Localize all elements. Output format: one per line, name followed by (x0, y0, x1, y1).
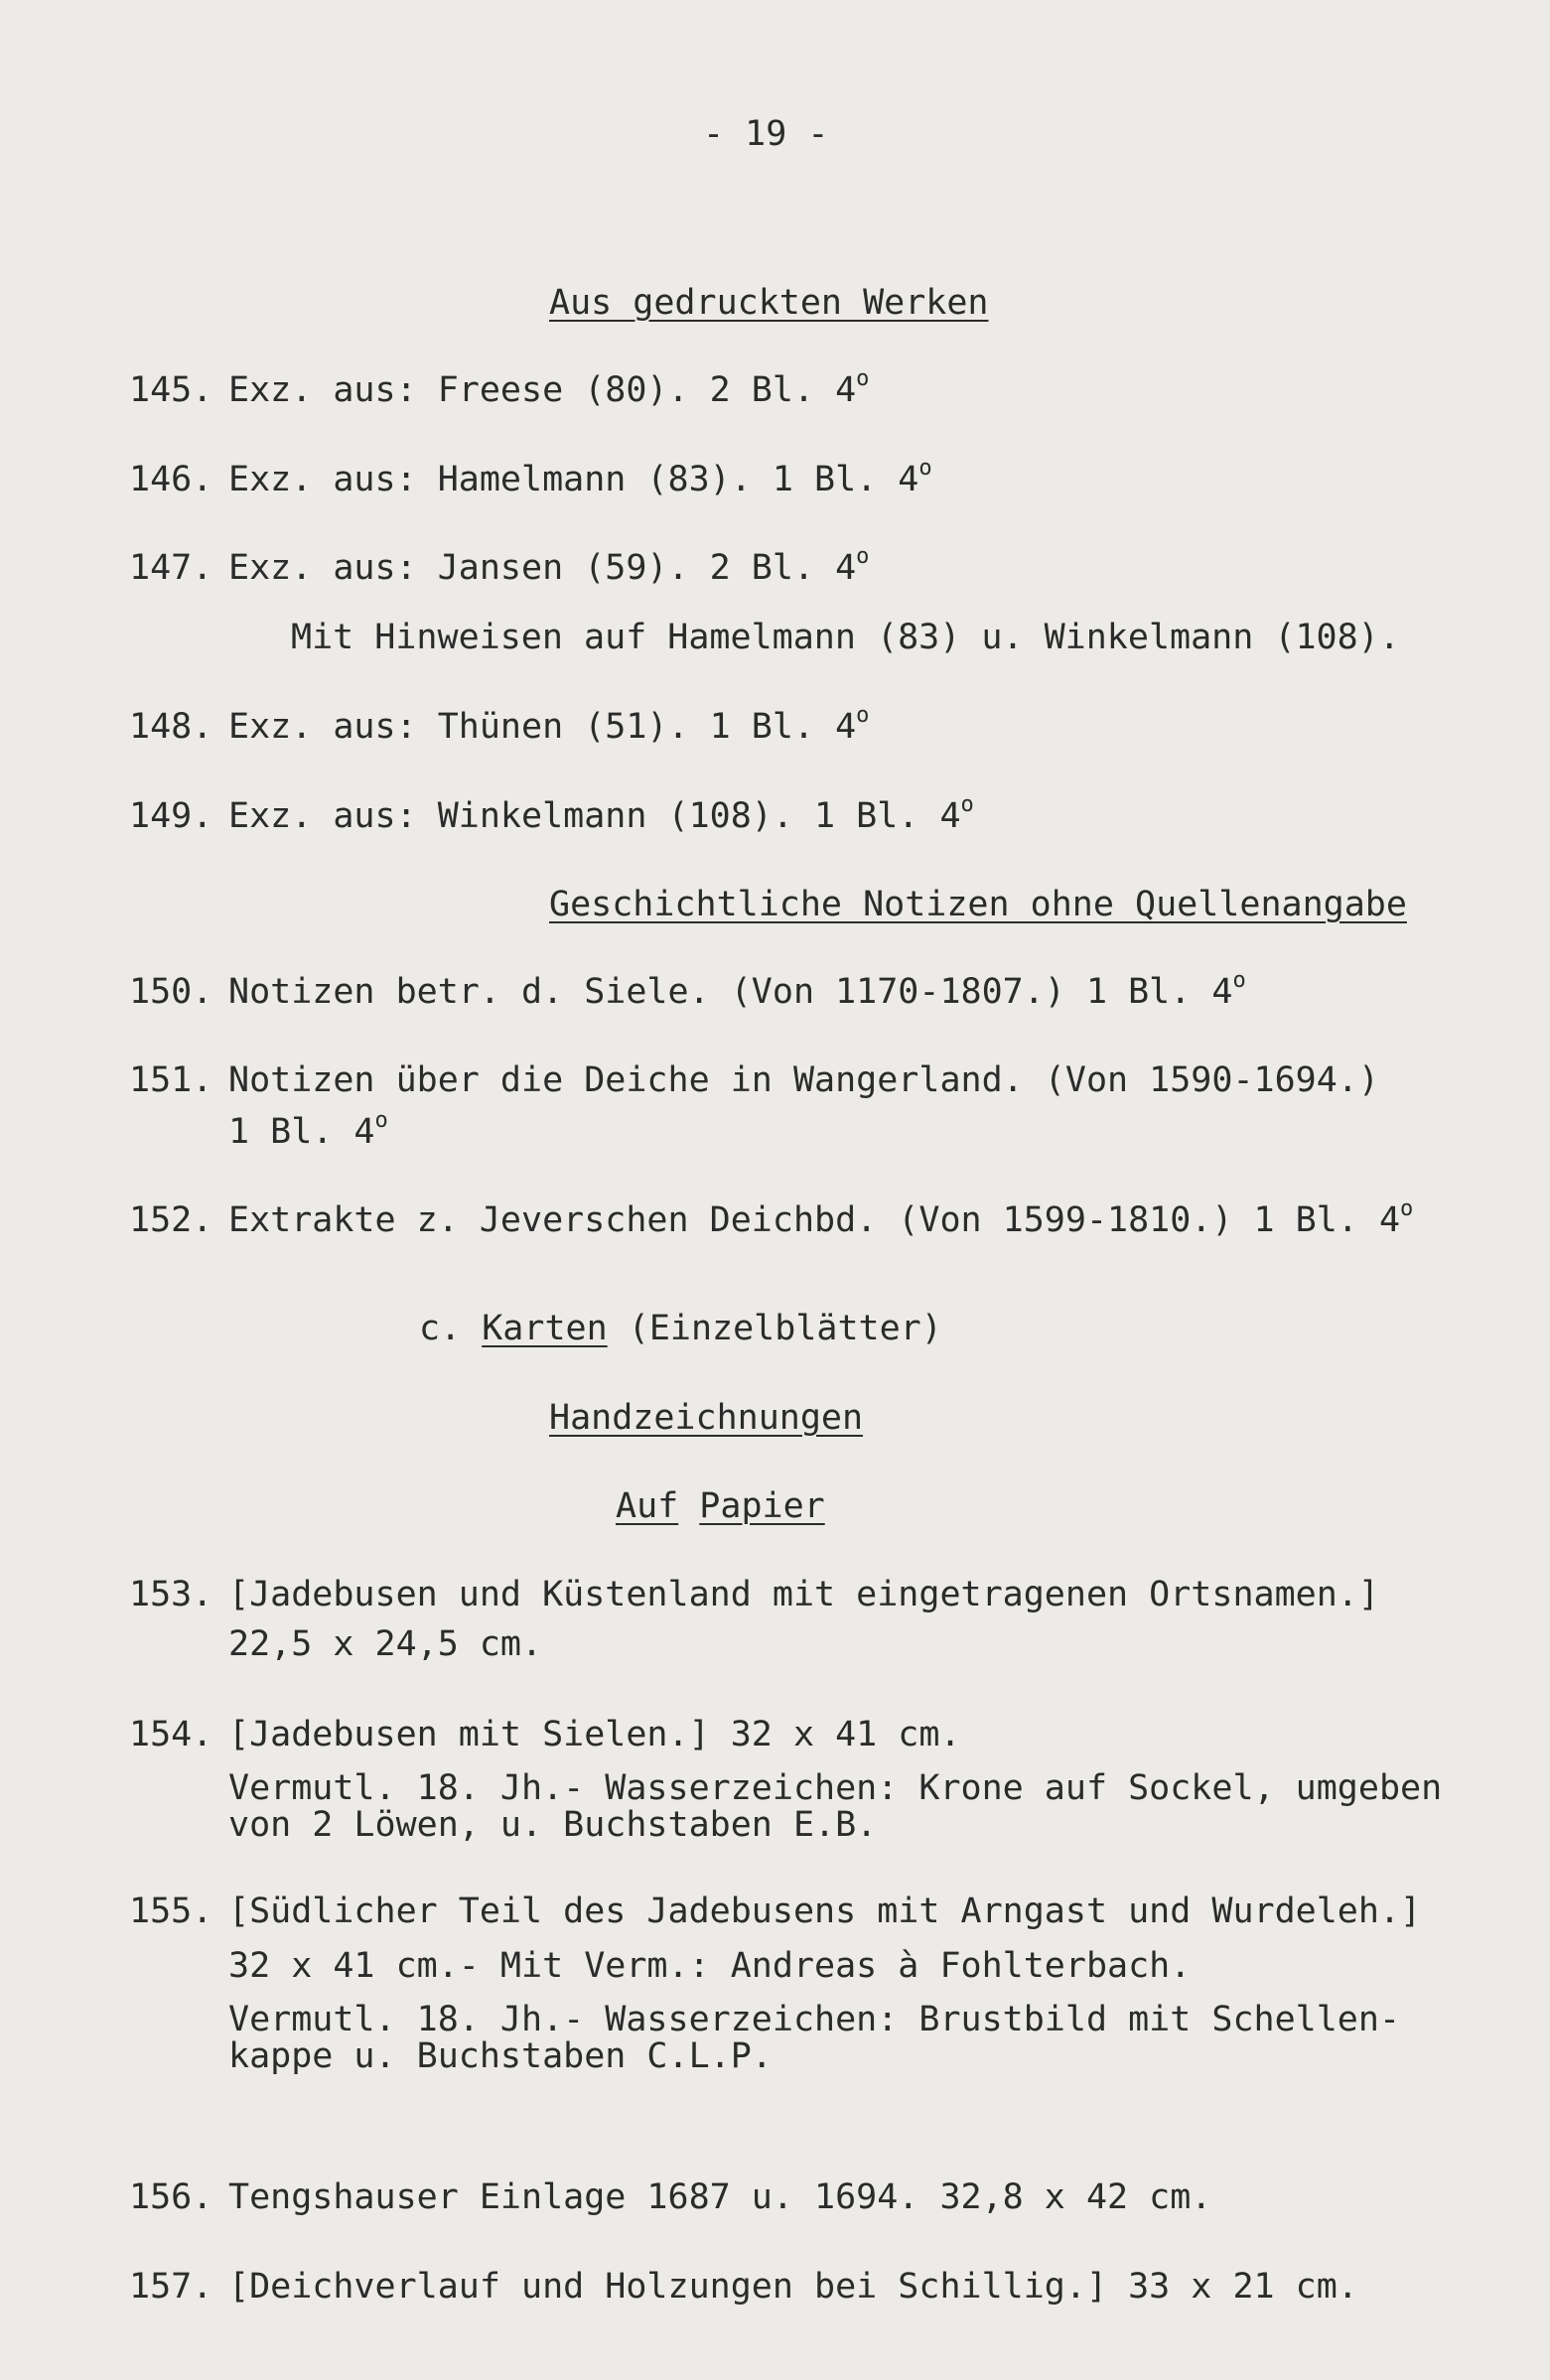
entry-number: 156. (129, 2177, 213, 2217)
entry-number: 157. (129, 2267, 213, 2307)
entry-text-continued: 32 x 41 cm.- Mit Verm.: Andreas à Fohlterbach. (228, 1946, 1192, 1986)
section-heading-printed-works: Aus gedruckten Werken (549, 283, 989, 323)
section-heading-maps: c. Karten (Einzelblätter) (419, 1309, 942, 1348)
entry-text: Exz. aus: Freese (80). 2 Bl. 4$^o$ (228, 366, 870, 410)
entry-number: 154. (129, 1715, 213, 1754)
entry-number: 148. (129, 707, 213, 747)
entry-number: 155. (129, 1891, 213, 1931)
entry-number: 147. (129, 548, 213, 588)
section-heading-historical-notes: Geschichtliche Notizen ohne Quellenangabe (549, 885, 1407, 924)
entry-note: Vermutl. 18. Jh.- Wasserzeichen: Krone auf Sockel, umgeben (228, 1768, 1443, 1808)
entry-text: Notizen über die Deiche in Wangerland. (Von 1590-1694.) (228, 1060, 1379, 1100)
entry-text: Exz. aus: Winkelmann (108). 1 Bl. 4$^o$ (228, 792, 974, 836)
entry-note: von 2 Löwen, u. Buchstaben E.B. (228, 1805, 878, 1845)
entry-number: 153. (129, 1575, 213, 1614)
entry-number: 150. (129, 972, 213, 1012)
entry-text: Extrakte z. Jeverschen Deichbd. (Von 1599-1810.) 1 Bl. 4$^o$ (228, 1196, 1414, 1240)
entry-note: kappe u. Buchstaben C.L.P. (228, 2036, 773, 2076)
entry-number: 146. (129, 460, 213, 499)
entry-note: Mit Hinweisen auf Hamelmann (83) u. Winkelmann (108). (291, 618, 1400, 657)
entry-number: 145. (129, 370, 213, 410)
entry-text: Exz. aus: Thünen (51). 1 Bl. 4$^o$ (228, 703, 870, 747)
entry-text: Tengshauser Einlage 1687 u. 1694. 32,8 x 42 cm. (228, 2177, 1212, 2217)
entry-text: [Jadebusen mit Sielen.] 32 x 41 cm. (228, 1715, 961, 1754)
section-heading-on-paper: Auf Papier (616, 1486, 825, 1526)
entry-note: Vermutl. 18. Jh.- Wasserzeichen: Brustbild mit Schellen- (228, 2000, 1401, 2039)
page-number: - 19 - (703, 114, 829, 154)
section-heading-drawings: Handzeichnungen (549, 1398, 864, 1438)
entry-number: 151. (129, 1060, 213, 1100)
entry-number: 149. (129, 796, 213, 836)
entry-text: [Deichverlauf und Holzungen bei Schillig.] 33 x 21 cm. (228, 2267, 1358, 2307)
entry-text: Exz. aus: Hamelmann (83). 1 Bl. 4$^o$ (228, 456, 932, 499)
entry-text: [Südlicher Teil des Jadebusens mit Arngast und Wurdeleh.] (228, 1891, 1422, 1931)
entry-text: Exz. aus: Jansen (59). 2 Bl. 4$^o$ (228, 544, 870, 588)
entry-text: [Jadebusen und Küstenland mit eingetragenen Ortsnamen.] (228, 1575, 1379, 1614)
entry-number: 152. (129, 1200, 213, 1240)
entry-text: Notizen betr. d. Siele. (Von 1170-1807.) 1 Bl. 4$^o$ (228, 968, 1246, 1012)
entry-text-continued: 1 Bl. 4$^o$ (228, 1108, 388, 1152)
entry-text-continued: 22,5 x 24,5 cm. (228, 1624, 543, 1664)
